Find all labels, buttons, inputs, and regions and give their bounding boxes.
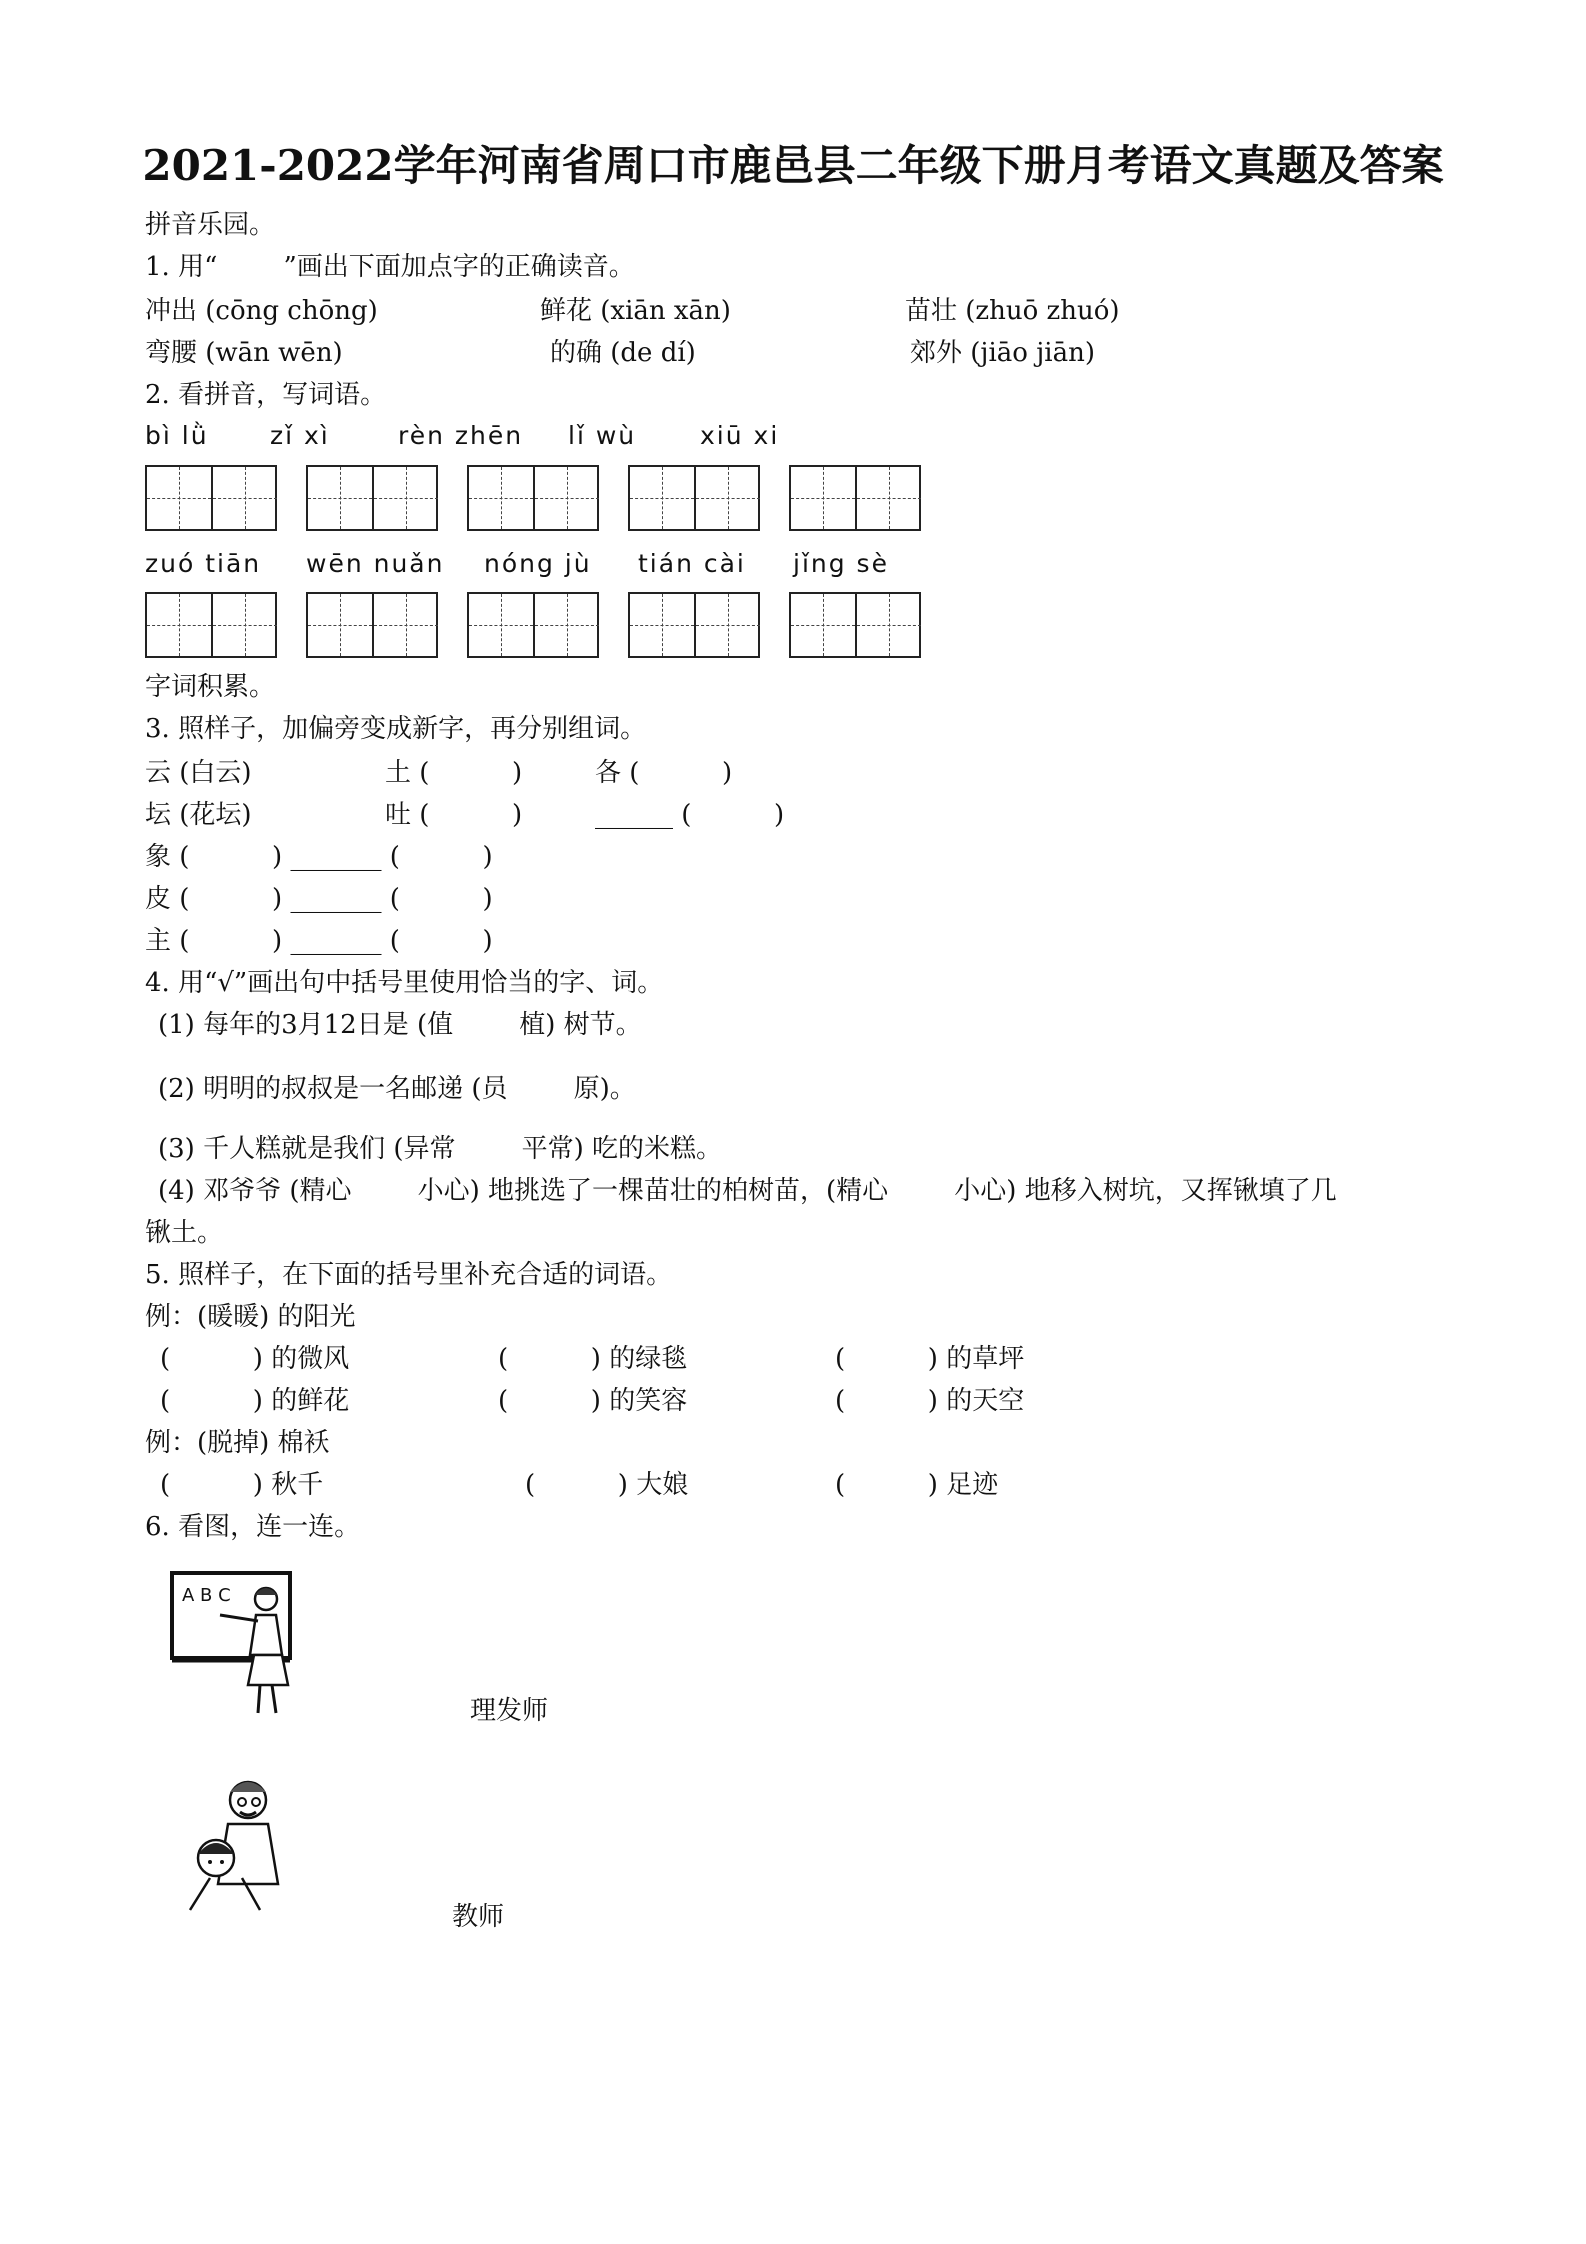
pinyin-label: jǐng sè bbox=[793, 549, 889, 578]
q4-item: (4) 邓爷爷 (精心 小心) 地挑选了一棵苗壮的柏树苗，(精心 小心) 地移入树坑，又挥锹填了几 bbox=[158, 1176, 1337, 1206]
pinyin-label: xiū xi bbox=[700, 421, 780, 450]
q3-item: 象 ( ) _______ ( ) bbox=[145, 842, 493, 872]
barber-illustration bbox=[180, 1760, 300, 1925]
q5-example: 例：(脱掉) 棉袄 bbox=[145, 1428, 330, 1458]
section-pinyin: 拼音乐园。 bbox=[145, 210, 276, 240]
pinyin-label: lǐ wù bbox=[568, 421, 637, 450]
q1-item: 的确 (de dí) bbox=[550, 338, 696, 368]
q3-item: 云 (白云) bbox=[145, 758, 252, 788]
q5-item: ( ) 的鲜花 bbox=[160, 1386, 350, 1416]
q4-prompt: 4. 用“√”画出句中括号里使用恰当的字、词。 bbox=[145, 968, 664, 998]
q4-item: 锹土。 bbox=[145, 1218, 224, 1248]
q5-item: ( ) 秋千 bbox=[160, 1470, 324, 1500]
q5-item: ( ) 的天空 bbox=[835, 1386, 1025, 1416]
q1-item: 苗壮 (zhuō zhuó) bbox=[905, 296, 1120, 326]
q4-item: (1) 每年的3月12日是 (值 植) 树节。 bbox=[158, 1010, 642, 1040]
q3-item: 皮 ( ) _______ ( ) bbox=[145, 884, 493, 914]
q3-item: ______ ( ) bbox=[595, 800, 785, 830]
q3-item: 主 ( ) _______ ( ) bbox=[145, 926, 493, 956]
q5-item: ( ) 大娘 bbox=[525, 1470, 689, 1500]
label-teacher[interactable]: 教师 bbox=[452, 1902, 505, 1932]
q5-item: ( ) 的草坪 bbox=[835, 1344, 1025, 1374]
pinyin-label: zuó tiān bbox=[145, 549, 262, 578]
q6-prompt: 6. 看图，连一连。 bbox=[145, 1512, 361, 1542]
writing-grid[interactable] bbox=[789, 465, 921, 531]
q3-item: 土 ( ) bbox=[385, 758, 523, 788]
pinyin-label: rèn zhēn bbox=[398, 421, 524, 450]
writing-grid[interactable] bbox=[467, 592, 599, 658]
q1-item: 鲜花 (xiān xān) bbox=[540, 296, 731, 326]
writing-grid[interactable] bbox=[628, 465, 760, 531]
writing-grid[interactable] bbox=[628, 592, 760, 658]
q5-item: ( ) 的绿毯 bbox=[498, 1344, 688, 1374]
q5-item: ( ) 足迹 bbox=[835, 1470, 999, 1500]
writing-grid[interactable] bbox=[145, 465, 277, 531]
pinyin-label: zǐ xì bbox=[270, 421, 330, 450]
q3-prompt: 3. 照样子，加偏旁变成新字，再分别组词。 bbox=[145, 714, 647, 744]
q1-item: 弯腰 (wān wēn) bbox=[145, 338, 343, 368]
q3-item: 坛 (花坛) bbox=[145, 800, 252, 830]
pinyin-label: tián cài bbox=[638, 549, 746, 578]
writing-grid[interactable] bbox=[145, 592, 277, 658]
writing-grid[interactable] bbox=[306, 592, 438, 658]
q5-prompt: 5. 照样子，在下面的括号里补充合适的词语。 bbox=[145, 1260, 673, 1290]
q2-prompt: 2. 看拼音，写词语。 bbox=[145, 380, 387, 410]
writing-grid[interactable] bbox=[789, 592, 921, 658]
q1-item: 冲出 (cōng chōng) bbox=[145, 296, 378, 326]
q5-item: ( ) 的微风 bbox=[160, 1344, 350, 1374]
writing-grid[interactable] bbox=[306, 465, 438, 531]
q1-item: 郊外 (jiāo jiān) bbox=[910, 338, 1095, 368]
teacher-illustration bbox=[160, 1565, 310, 1725]
q5-example: 例：(暖暖) 的阳光 bbox=[145, 1302, 356, 1332]
q5-item: ( ) 的笑容 bbox=[498, 1386, 688, 1416]
pinyin-label: nóng jù bbox=[484, 549, 592, 578]
label-barber[interactable]: 理发师 bbox=[470, 1696, 549, 1726]
q3-item: 吐 ( ) bbox=[385, 800, 523, 830]
board-text: A B C bbox=[182, 1585, 231, 1606]
q4-item: (3) 千人糕就是我们 (异常 平常) 吃的米糕。 bbox=[158, 1134, 723, 1164]
q1-prompt: 1. 用“ ”画出下面加点字的正确读音。 bbox=[145, 252, 635, 282]
page-title: 2021-2022学年河南省周口市鹿邑县二年级下册月考语文真题及答案 bbox=[142, 141, 1444, 190]
pinyin-label: bì lǜ bbox=[145, 421, 209, 450]
writing-grid[interactable] bbox=[467, 465, 599, 531]
q3-item: 各 ( ) bbox=[595, 758, 733, 788]
pinyin-label: wēn nuǎn bbox=[306, 549, 445, 578]
section-words: 字词积累。 bbox=[145, 672, 276, 702]
q4-item: (2) 明明的叔叔是一名邮递 (员 原)。 bbox=[158, 1074, 636, 1104]
